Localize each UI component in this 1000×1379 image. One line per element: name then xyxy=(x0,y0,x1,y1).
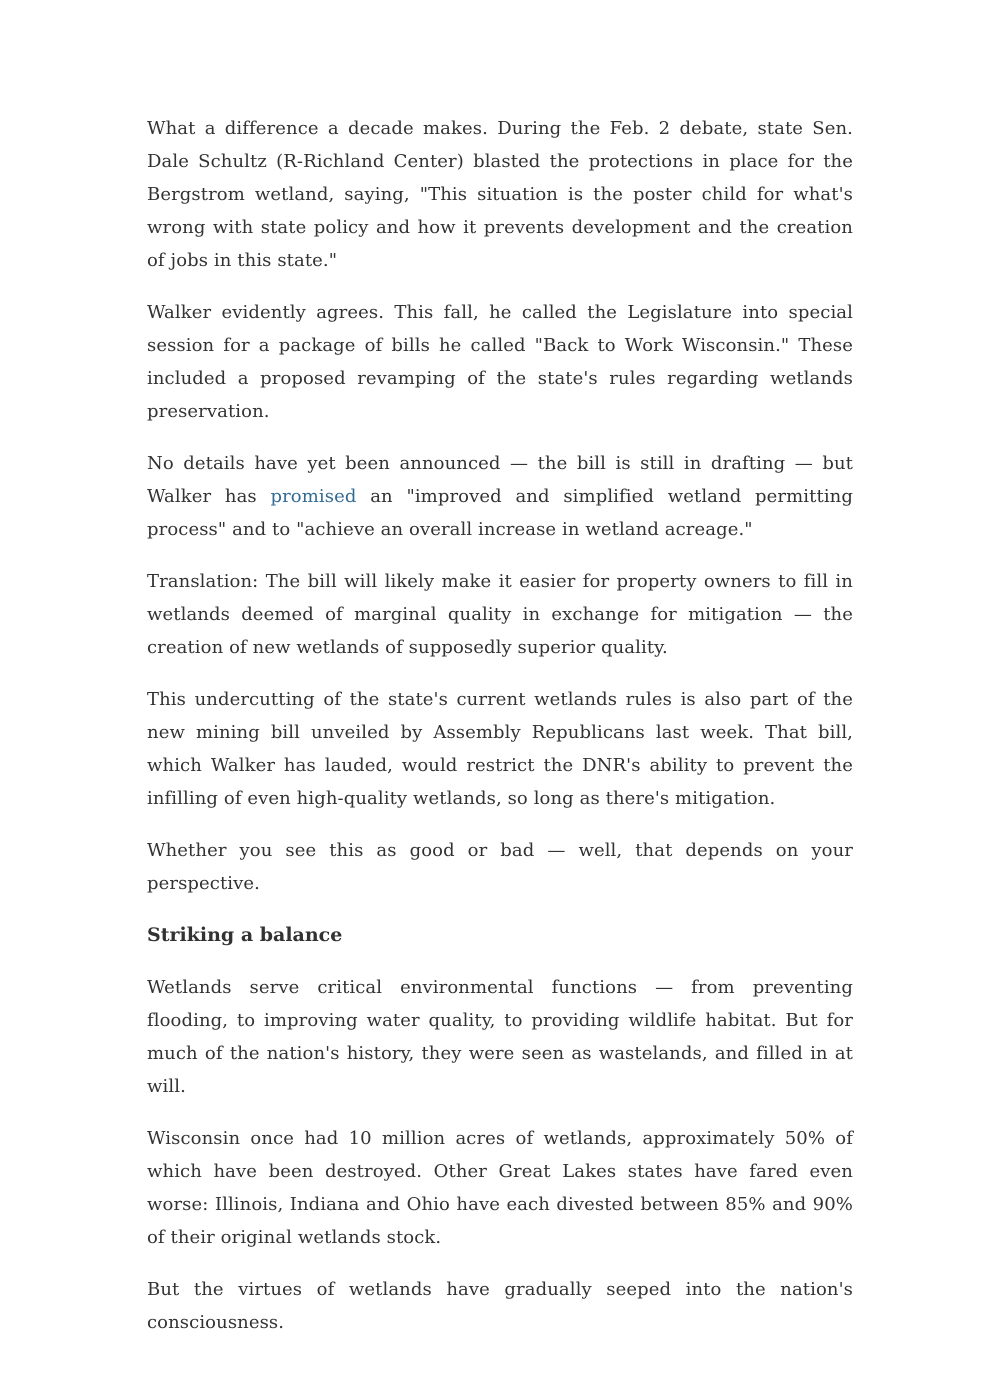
paragraph-no-details xyxy=(147,447,853,546)
paragraph-virtues: But the virtues of wetlands have gradually seeped into the nation's consciousness. xyxy=(147,1279,853,1333)
paragraph-mining-bill: This undercutting of the state's current wetlands rules is also part of the new mining bill unveiled by Assembly Republicans last week. That bill, which Walker has lauded, would restrict the DNR's ability to prevent the infilling of even high-quality wetlands, so long as there's mitigation. xyxy=(147,689,853,809)
paragraph-no-details-after-link: an "improved and simplified wetland permitting process" and to "achieve an overall increase in wetland acreage." xyxy=(147,486,853,540)
paragraph-translation: Translation: The bill will likely make it easier for property owners to fill in wetlands deemed of marginal quality in exchange for mitigation — the creation of new wetlands of supposedly superior quality. xyxy=(147,571,853,658)
paragraph-no-details-before-link: No details have yet been announced — the bill is still in drafting — but Walker has xyxy=(147,453,853,507)
paragraph-schultz-quote: What a difference a decade makes. During the Feb. 2 debate, state Sen. Dale Schultz (R-Richland Center) blasted the protections in place for the Bergstrom wetland, saying, "This situation is the poster child for what's wrong with state policy and how it prevents development and the creation of jobs in this state." xyxy=(147,118,853,271)
section-heading-striking-a-balance: Striking a balance xyxy=(147,924,343,946)
paragraph-perspective: Whether you see this as good or bad — well, that depends on your perspective. xyxy=(147,840,853,894)
paragraph-wisconsin-acres: Wisconsin once had 10 million acres of wetlands, approximately 50% of which have been destroyed. Other Great Lakes states have fared even worse: Illinois, Indiana and Ohio have each divested between 85% and 90% of their original wetlands stock. xyxy=(147,1128,853,1248)
promised-link[interactable]: promised xyxy=(270,486,357,507)
paragraph-wetlands-functions: Wetlands serve critical environmental functions — from preventing flooding, to improving water quality, to providing wildlife habitat. But for much of the nation's history, they were seen as wastelands, and filled in at will. xyxy=(147,977,853,1097)
paragraph-walker-agrees: Walker evidently agrees. This fall, he called the Legislature into special session for a package of bills he called "Back to Work Wisconsin." These included a proposed revamping of the state's rules regarding wetlands preservation. xyxy=(147,302,853,422)
